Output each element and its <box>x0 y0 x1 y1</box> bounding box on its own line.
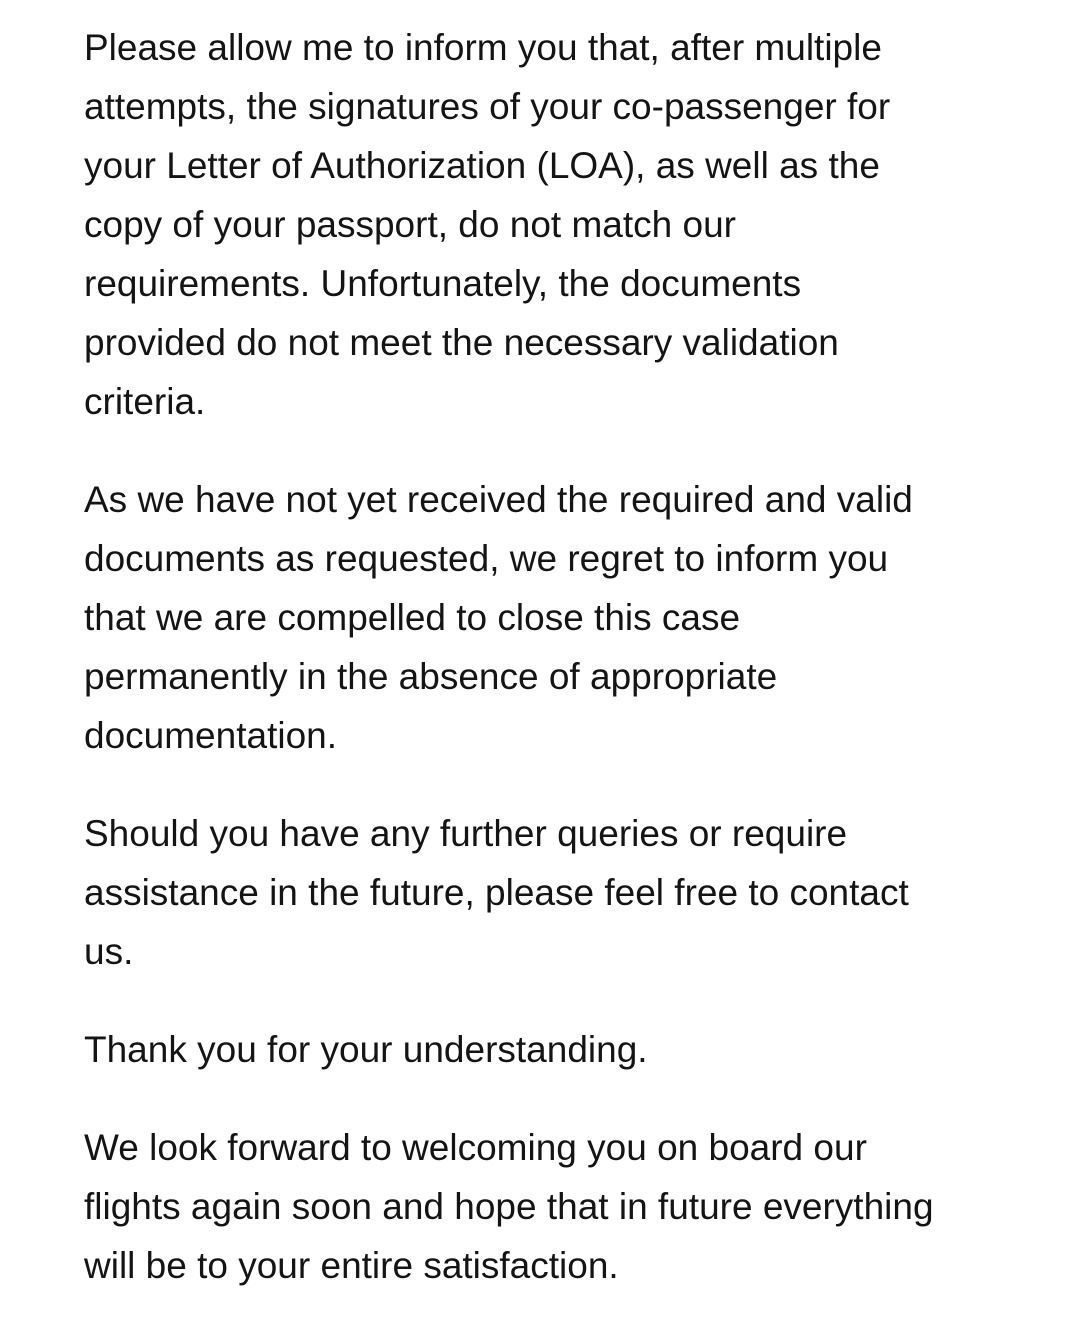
text-line: assistance in the future, please feel free to contact <box>84 872 909 913</box>
text-line: documentation. <box>84 715 338 756</box>
paragraph-closing <box>84 1118 1014 1295</box>
text-line: us. <box>84 931 134 972</box>
email-message-body <box>84 18 1014 1334</box>
text-line: Please allow me to inform you that, after multiple <box>84 27 882 68</box>
text-line: copy of your passport, do not match our <box>84 204 736 245</box>
text-line: attempts, the signatures of your co-passenger for <box>84 86 891 127</box>
text-line: permanently in the absence of appropriate <box>84 656 778 697</box>
text-line: criteria. <box>84 381 206 422</box>
text-line: Thank you for your understanding. <box>84 1029 648 1070</box>
text-line: Should you have any further queries or require <box>84 813 848 854</box>
text-line: requirements. Unfortunately, the documents <box>84 263 802 304</box>
text-line: We look forward to welcoming you on board our <box>84 1127 867 1168</box>
text-line: your Letter of Authorization (LOA), as well as the <box>84 145 880 186</box>
paragraph-signature-mismatch <box>84 18 1014 431</box>
paragraph-thank-you <box>84 1020 1014 1079</box>
paragraph-contact-us <box>84 804 1014 981</box>
text-line: that we are compelled to close this case <box>84 597 741 638</box>
text-line: flights again soon and hope that in future everything <box>84 1186 934 1227</box>
text-line: will be to your entire satisfaction. <box>84 1245 619 1286</box>
paragraph-case-closure <box>84 470 1014 765</box>
text-line: documents as requested, we regret to inform you <box>84 538 889 579</box>
text-line: provided do not meet the necessary validation <box>84 322 839 363</box>
text-line: As we have not yet received the required and valid <box>84 479 913 520</box>
